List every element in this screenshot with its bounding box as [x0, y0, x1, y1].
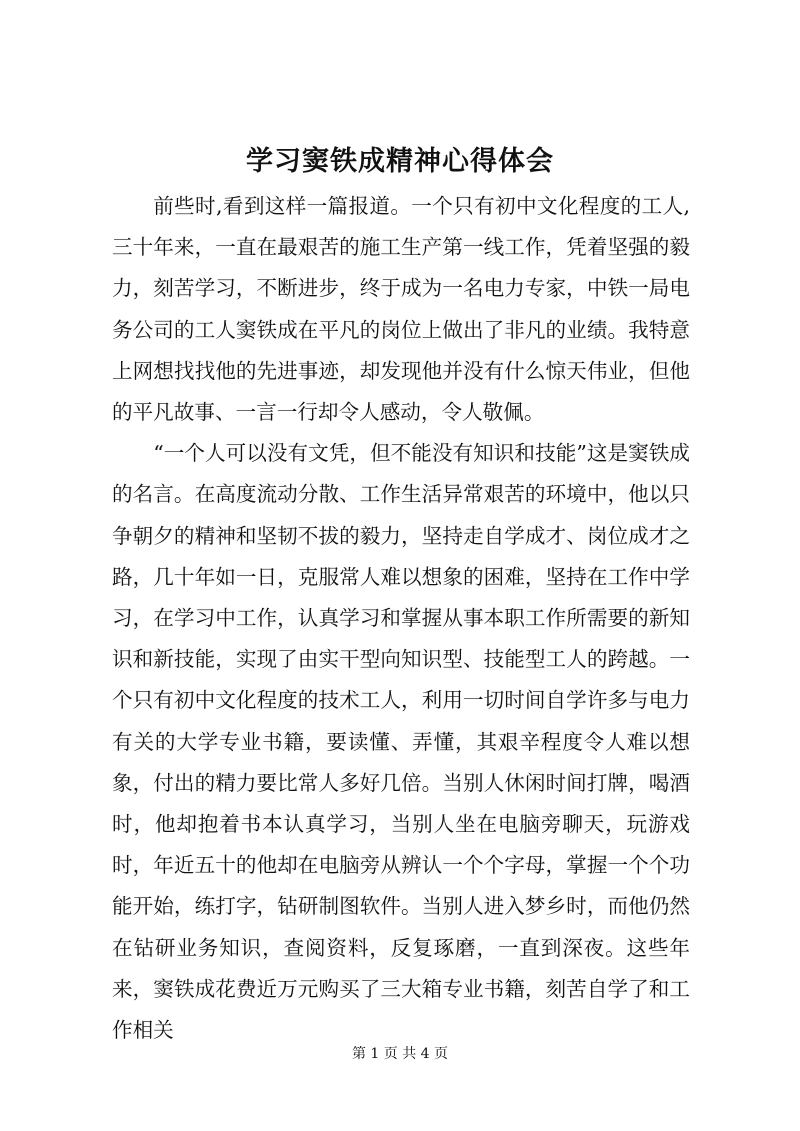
document-title: 学习窦铁成精神心得体会 — [246, 146, 554, 177]
paragraph: 前些时,看到这样一篇报道。一个只有初中文化程度的工人,三十年来，一直在最艰苦的施工生产第一线工作，凭着坚强的毅力，刻苦学习，不断进步，终于成为一名电力专家，中铁一局电务公司的工人窦铁成在平凡的岗位上做出了非凡的业绩。我特意上网想找找他的先进事迹，却发现他并没有什么惊天伟业，但他的平凡故事、一言一行却令人感动，令人敬佩。 — [112, 194, 690, 425]
page-footer: 第 1 页 共 4 页 — [351, 1046, 449, 1062]
paragraph: “一个人可以没有文凭，但不能没有知识和技能”这是窦铁成的名言。在高度流动分散、工作生活异常艰苦的环境中，他以只争朝夕的精神和坚韧不拔的毅力，坚持走自学成才、岗位成才之路，几十年如一日，克服常人难以想象的困难，坚持在工作中学习，在学习中工作，认真学习和掌握从事本职工作所需要的新知识和新技能，实现了由实干型向知识型、技能型工人的跨越。一个只有初中文化程度的技术工人，利用一切时间自学许多与电力有关的大学专业书籍，要读懂、弄懂，其艰辛程度令人难以想象，付出的精力要比常人多好几倍。当别人休闲时间打牌，喝酒时，他却抱着书本认真学习，当别人坐在电脑旁聊天，玩游戏时，年近五十的他却在电脑旁从辨认一个个字母，掌握一个个功能开始，练打字，钻研制图软件。当别人进入梦乡时，而他仍然在钻研业务知识，查阅资料，反复琢磨，一直到深夜。这些年来，窦铁成花费近万元购买了三大箱专业书籍，刻苦自学了和工作相关 — [112, 441, 690, 1043]
document-body — [112, 186, 690, 1051]
